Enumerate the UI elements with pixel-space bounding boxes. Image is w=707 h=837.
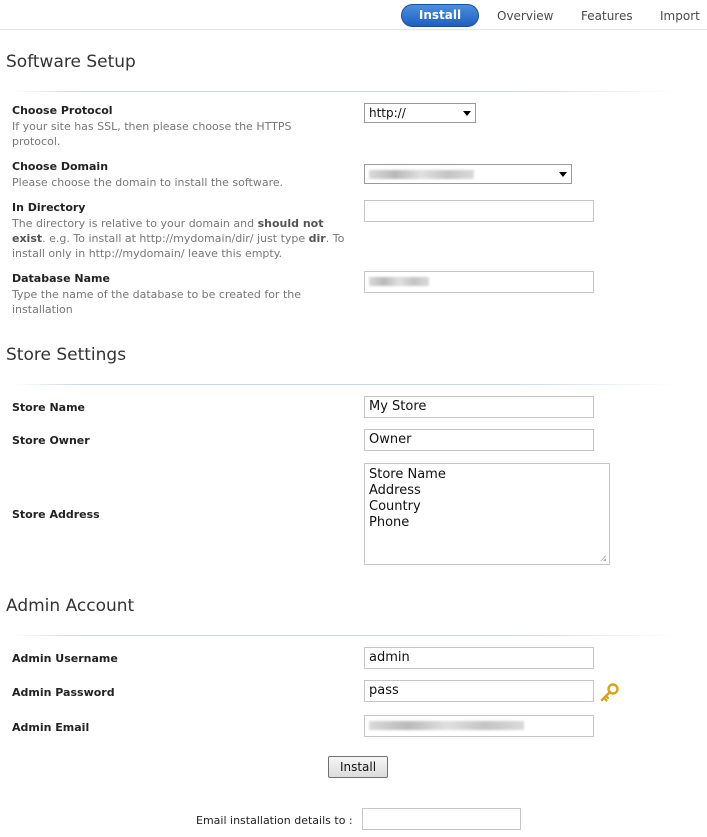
redacted-database-name <box>369 277 429 286</box>
chevron-down-icon <box>463 111 471 116</box>
choose-protocol-label: Choose Protocol <box>12 104 113 117</box>
email-details-input[interactable] <box>362 808 521 830</box>
admin-username-label: Admin Username <box>12 652 118 665</box>
choose-protocol-desc: If your site has SSL, then please choose the HTTPS protocol. <box>12 120 292 148</box>
section-divider <box>12 91 680 92</box>
in-directory-label: In Directory <box>12 201 86 214</box>
email-details-label: Email installation details to : <box>196 814 353 827</box>
tab-overview[interactable]: Overview <box>497 9 554 23</box>
protocol-select-value: http:// <box>369 106 406 120</box>
admin-email-label: Admin Email <box>12 721 90 734</box>
choose-domain-desc: Please choose the domain to install the software. <box>12 176 284 189</box>
address-line: Country <box>369 499 421 514</box>
store-owner-input[interactable]: Owner <box>364 429 594 451</box>
admin-username-input[interactable]: admin <box>364 647 594 669</box>
store-address-textarea[interactable] <box>364 463 610 565</box>
domain-select[interactable] <box>364 164 572 184</box>
redacted-domain <box>369 170 474 179</box>
admin-password-input[interactable]: pass <box>364 680 594 702</box>
database-name-label: Database Name <box>12 272 110 285</box>
store-settings-heading: Store Settings <box>6 345 127 365</box>
address-line: Address <box>369 483 421 498</box>
protocol-select[interactable] <box>364 103 476 123</box>
admin-email-input[interactable] <box>364 715 594 737</box>
section-divider <box>12 635 680 636</box>
redacted-email <box>369 721 524 730</box>
store-address-label: Store Address <box>12 508 100 521</box>
store-owner-label: Store Owner <box>12 434 90 447</box>
choose-domain-label: Choose Domain <box>12 160 109 173</box>
address-line: Phone <box>369 515 410 530</box>
chevron-down-icon <box>559 172 567 177</box>
top-nav <box>0 0 707 30</box>
address-line: Store Name <box>369 467 446 482</box>
in-directory-desc: The directory is relative to your domain and should not exist. e.g. To install at http://mydomain/dir/ just type dir. To install only in http://mydomain/ leave this empty. <box>12 217 345 260</box>
software-setup-heading: Software Setup <box>6 52 136 72</box>
admin-account-heading: Admin Account <box>6 596 135 616</box>
key-icon[interactable] <box>598 682 620 704</box>
tab-import[interactable]: Import <box>660 9 700 23</box>
database-name-input[interactable] <box>364 271 594 293</box>
install-button[interactable]: Install <box>328 756 388 778</box>
store-name-label: Store Name <box>12 401 86 414</box>
directory-input[interactable] <box>364 200 594 222</box>
database-name-desc: Type the name of the database to be created for the installation <box>12 288 302 316</box>
section-divider <box>12 384 680 385</box>
tab-features[interactable]: Features <box>581 9 633 23</box>
admin-password-label: Admin Password <box>12 686 115 699</box>
store-name-input[interactable]: My Store <box>364 396 594 418</box>
resize-grip-icon[interactable] <box>600 555 606 561</box>
tab-install[interactable]: Install <box>401 4 479 27</box>
